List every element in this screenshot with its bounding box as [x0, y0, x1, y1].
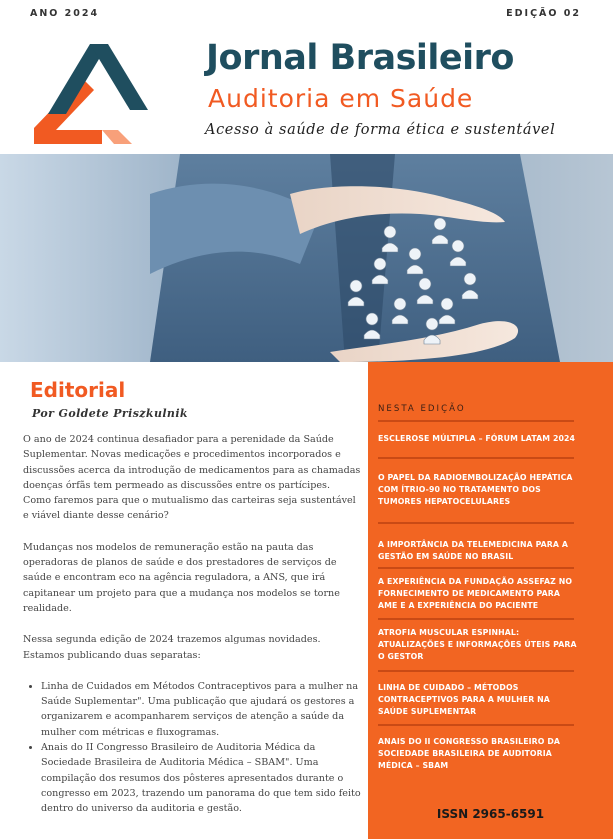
- sidebar-item-anais-sbam[interactable]: ANAIS DO II CONGRESSO BRASILEIRO DA SOCIEDADE BRASILEIRA DE AUDITORIA MÉDICA – SBAM: [378, 737, 561, 771]
- editorial-paragraph: O ano de 2024 continua desafiador para a perenidade da Saúde Suplementar. Novas medicações e procedimentos incorporados e discussões acerca da introdução de medicamentos para as chamadas doenças órfãs tem permeado as discussões entre os partícipes. Como faremos para que o mutualismo das carteiras seja sustentável e viável diante desse cenário?: [23, 434, 361, 522]
- journal-subtitle: Auditoria em Saúde: [208, 84, 474, 113]
- sidebar-item-atrofia[interactable]: ATROFIA MUSCULAR ESPINHAL: ATUALIZAÇÕES E INFORMAÇÕES ÚTEIS PARA O GESTOR: [378, 628, 577, 662]
- editorial-byline: Por Goldete Priszkulnik: [32, 407, 188, 420]
- divider: [378, 420, 574, 422]
- divider: [378, 670, 574, 672]
- divider: [378, 567, 574, 569]
- hero-image: [0, 154, 613, 362]
- journal-logo: [32, 40, 150, 148]
- sidebar-item-telemedicina[interactable]: A IMPORTÂNCIA DA TELEMEDICINA PARA A GESTÃO EM SAÚDE NO BRASIL: [378, 540, 568, 562]
- divider: [378, 724, 574, 726]
- issn-label: ISSN 2965-6591: [436, 807, 545, 821]
- list-item: • Linha de Cuidados em Métodos Contraceptivos para a mulher na Saúde Suplementar". Uma publicação que ajudará os gestores a organizarem e acompanharem serviços de atenção a saúde da mulher com métricas e fluxogramas.: [41, 679, 361, 740]
- sidebar-item-linha-de-cuidado[interactable]: LINHA DE CUIDADO – MÉTODOS CONTRACEPTIVOS PARA A MULHER NA SAÚDE SUPLEMENTAR: [378, 683, 550, 717]
- editorial-body: [23, 432, 361, 817]
- divider: [378, 457, 574, 459]
- year-label: ANO 2024: [30, 8, 100, 19]
- edition-label: EDIÇÃO 02: [506, 8, 581, 19]
- sidebar-item-esclerose[interactable]: ESCLEROSE MÚLTIPLA – FÓRUM LATAM 2024: [378, 434, 576, 443]
- journal-title: Jornal Brasileiro: [206, 38, 514, 78]
- journal-tagline: Acesso à saúde de forma ética e sustentável: [205, 122, 556, 138]
- editorial-paragraph: Mudanças nos modelos de remuneração estão na pauta das operadoras de planos de saúde e dos prestadores de serviços de saúde e encontram eco na agência reguladora, a ANS, que irá capitanear um projeto para que a mudança nos modelos se torne realidade.: [23, 541, 340, 614]
- divider: [378, 522, 574, 524]
- separatas-list: [23, 679, 361, 817]
- in-this-edition-panel: [368, 362, 613, 839]
- editorial-paragraph: Nessa segunda edição de 2024 trazemos algumas novidades. Estamos publicando duas separatas:: [23, 634, 321, 661]
- list-item: • Anais do II Congresso Brasileiro de Auditoria Médica da Sociedade Brasileira de Auditoria Médica – SBAM". Uma compilação dos resumos dos pôsteres apresentados durante o congresso em 2023, trazendo um panorama do que tem sido feito dentro do universo da auditoria e gestão.: [41, 740, 361, 816]
- sidebar-heading: NESTA EDIÇÃO: [378, 404, 466, 414]
- sidebar-item-radioembolizacao[interactable]: O PAPEL DA RADIOEMBOLIZAÇÃO HEPÁTICA COM ÍTRIO-90 NO TRATAMENTO DOS TUMORES HEPATOCELULARES: [378, 473, 573, 507]
- editorial-title: Editorial: [30, 378, 126, 402]
- sidebar-item-assefaz[interactable]: A EXPERIÊNCIA DA FUNDAÇÃO ASSEFAZ NO FORNECIMENTO DE MEDICAMENTO PARA AME E A EXPERIÊNCIA DO PACIENTE: [378, 577, 573, 611]
- divider: [378, 618, 574, 620]
